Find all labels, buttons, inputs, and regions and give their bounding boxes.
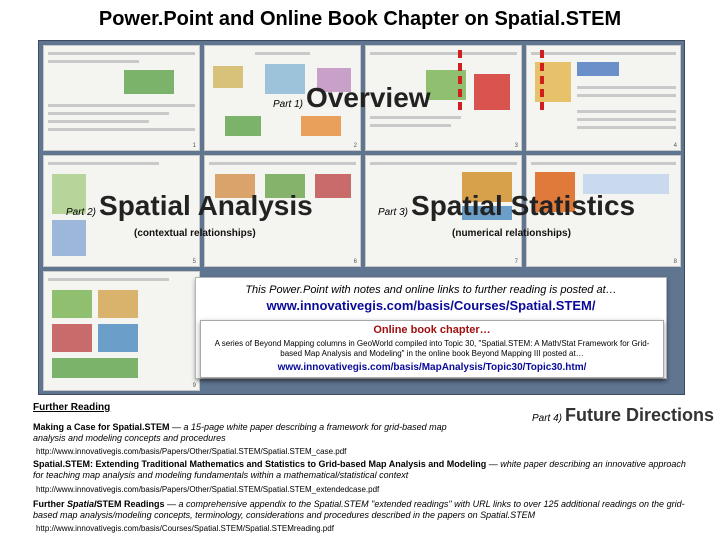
slide-thumbnail-1[interactable]: 1 [43,45,200,151]
reading-item-1: Making a Case for Spatial.STEM — a 15-page white paper describing a framework for grid-based map analysis and modeling concepts and procedures [33,422,447,443]
slide-thumbnail-6[interactable]: 6 [204,155,361,267]
book-chapter-heading: Online book chapter… [373,324,491,336]
part-2-subtitle: (contextual relationships) [134,228,256,239]
further-reading-heading: Further Reading [33,402,111,413]
powerpoint-link[interactable]: www.innovativegis.com/basis/Courses/Spatial.STEM/ [266,298,596,313]
book-chapter-text: A series of Beyond Mapping columns in GeoWorld compiled into Topic 30, "Spatial.STEM: A Math/Stat Framework for Grid-based Map Analysis and Modeling" in the online book Beyond Mapping III posted at… [214,339,650,358]
slide-thumbnail-9[interactable]: 9 [43,271,200,391]
part-1-label: Part 1) Overview [273,82,431,113]
slide-thumbnail-2[interactable]: 2 [204,45,361,151]
part-4-label: Part 4) Future Directions [532,405,715,425]
slide-thumbnail-4[interactable]: 4 [526,45,681,151]
reading-link-3[interactable]: http://www.innovativegis.com/basis/Courses/Spatial.STEM/Spatial.STEMreading.pdf [36,524,334,533]
part-3-label: Part 3) Spatial Statistics [378,190,636,221]
slide-thumbnail-7[interactable]: 7 [365,155,522,267]
reading-item-3: Further SpatialSTEM Readings — a comprehensive appendix to the Spatial.STEM "extended readings" with URL links to over 125 additional readings on the grid-based map analysis/modeling concepts, terminology, considerations and procedures described in the papers on Spatial.STEM [33,499,685,520]
reading-link-2[interactable]: http://www.innovativegis.com/basis/Papers/Other/Spatial.STEM/Spatial.STEM_extendedcase.pdf [36,485,380,494]
powerpoint-note-text: This Power.Point with notes and online links to further reading is posted at… [245,284,617,296]
part-3-subtitle: (numerical relationships) [452,228,571,239]
part-2-label: Part 2) Spatial Analysis [66,190,313,221]
reading-link-1[interactable]: http://www.innovativegis.com/basis/Papers/Other/Spatial.STEM/Spatial.STEM_case.pdf [36,447,347,456]
divider-line-1 [458,50,462,110]
book-chapter-note [200,320,664,378]
book-chapter-link[interactable]: www.innovativegis.com/basis/MapAnalysis/Topic30/Topic30.htm/ [277,362,587,373]
divider-line-2 [540,50,544,110]
reading-item-2: Spatial.STEM: Extending Traditional Mathematics and Statistics to Grid-based Map Analysis and Modeling — white paper describing an innovative approach for teaching map analysis and modeling fundamentals within a mathematical/statistical context [33,459,686,480]
page-title: Power.Point and Online Book Chapter on Spatial.STEM [98,8,622,30]
slide-thumbnail-3[interactable]: 3 [365,45,522,151]
slide-thumbnail-8[interactable]: 8 [526,155,681,267]
slide-thumbnail-5[interactable]: 5 [43,155,200,267]
